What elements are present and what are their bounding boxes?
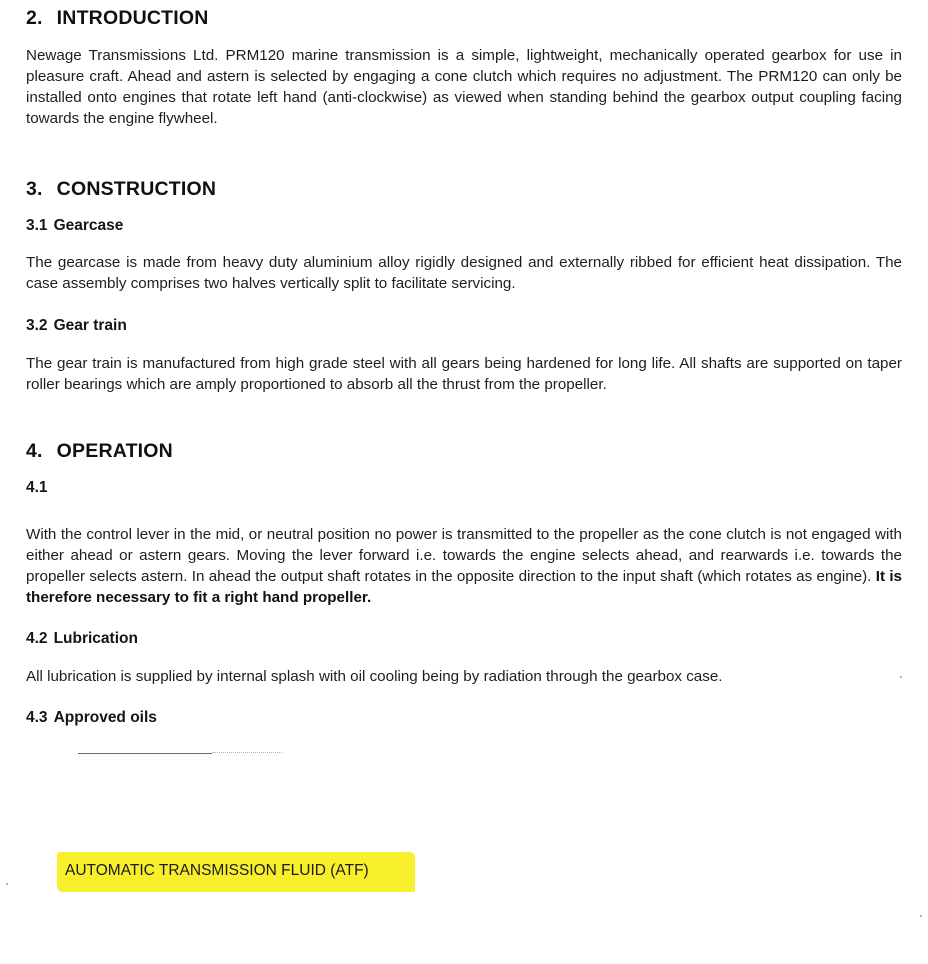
section-number: 2.: [26, 7, 43, 29]
lubrication-paragraph: All lubrication is supplied by internal splash with oil cooling being by radiation through the gearbox case.: [26, 668, 723, 685]
introduction-paragraph: Newage Transmissions Ltd. PRM120 marine transmission is a simple, lightweight, mechanically operated gearbox for use in pleasure craft. Ahead and astern is selected by engaging a cone clutch which requires no adjustment. The PRM120 can only be installed onto engines that rotate left hand (anti-clockwise) as viewed when standing behind the gearbox output coupling facing towards the engine flywheel.: [26, 47, 902, 127]
section-heading-operation: [26, 440, 173, 463]
section-heading-construction: [26, 178, 216, 201]
subsection-title: Approved oils: [53, 709, 157, 726]
subsection-number: 4.1: [26, 479, 48, 496]
subsection-heading-approved-oils: [26, 709, 157, 727]
operation-paragraph: [26, 524, 902, 608]
scan-speck: [900, 676, 902, 678]
operation-emphasis-text: It is therefore necessary to fit a right hand propeller.: [26, 568, 902, 606]
section-number: 4.: [26, 440, 43, 462]
approved-oil-text: AUTOMATIC TRANSMISSION FLUID (ATF): [65, 862, 369, 879]
subsection-number: 3.1: [26, 217, 48, 234]
subsection-number: 4.3: [26, 709, 48, 726]
dotted-rule: [212, 752, 282, 753]
scan-speck: [6, 883, 8, 885]
underline-rule: [78, 753, 212, 754]
section-title: OPERATION: [56, 440, 173, 462]
subsection-title: Gear train: [53, 317, 127, 334]
section-number: 3.: [26, 178, 43, 200]
subsection-number: 3.2: [26, 317, 48, 334]
subsection-heading-gearcase: [26, 217, 123, 235]
subsection-number: 4.2: [26, 630, 48, 647]
section-title: CONSTRUCTION: [56, 178, 217, 200]
subsection-title: Gearcase: [53, 217, 124, 234]
gearcase-paragraph: The gearcase is made from heavy duty aluminium alloy rigidly designed and externally ribbed for efficient heat dissipation. The case assembly comprises two halves vertically split to facilitate servicing.: [26, 254, 902, 292]
gear-train-paragraph: The gear train is manufactured from high grade steel with all gears being hardened for long life. All shafts are supported on taper roller bearings which are amply proportioned to absorb all the thrust from the propeller.: [26, 355, 902, 393]
scan-speck: [920, 915, 922, 917]
section-title: INTRODUCTION: [56, 7, 209, 29]
subsection-heading-gear-train: [26, 317, 127, 335]
subsection-heading-4-1: [26, 479, 48, 497]
operation-body-text: With the control lever in the mid, or neutral position no power is transmitted to the propeller as the cone clutch is not engaged with either ahead or astern gears. Moving the lever forward i.e. towards the engine selects ahead, and rearwards i.e. towards the propeller selects astern. In ahead the output shaft rotates in the opposite direction to the input shaft (which rotates as engine).: [26, 526, 902, 585]
section-heading-introduction: [26, 7, 209, 30]
subsection-title: Lubrication: [53, 630, 138, 647]
subsection-heading-lubrication: [26, 630, 138, 648]
